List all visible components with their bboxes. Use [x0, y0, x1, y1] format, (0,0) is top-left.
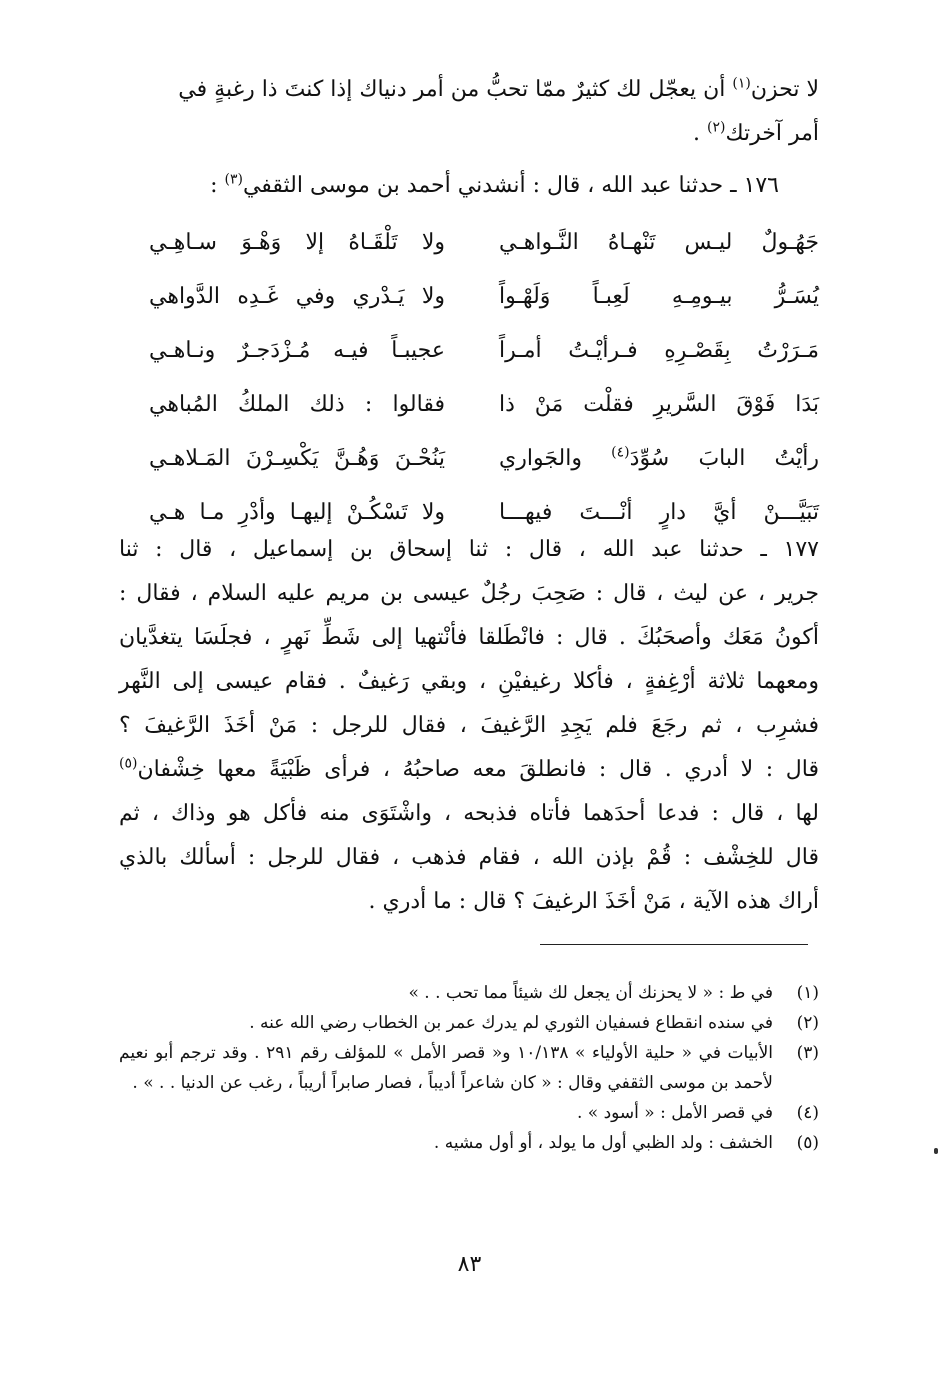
footnote-ref-1: (١): [732, 75, 751, 92]
verse-second-hemistich: يَنُحْـنَ وَهُـنَّ يَكْسِـرْنَ المَـلاهـي: [149, 446, 445, 471]
verse-second-hemistich: ولا تَسْكُـنْ إليهـا وأدْرِ مـا هـي: [149, 500, 445, 525]
footnote: [119, 1038, 819, 1098]
narration-177-line: أكونُ مَعَك وأصحَبُكَ . قال : فانْطَلقا فأنْتهيا إلى شَطِّ نَهرٍ ، فجلَسَا يتغدَّيان: [119, 625, 819, 650]
footnote: [119, 1008, 819, 1038]
narration-177-line: أراك هذه الآية ، مَنْ أخَذَ الرغيفَ ؟ قال : ما أدري .: [368, 889, 819, 914]
footnote-ref-3: (٣): [224, 171, 243, 188]
narration-177-line: جرير ، عن ليث ، قال : صَحِبَ رجُلٌ عيسى بن مريم عليه السلام ، فقال :: [119, 581, 819, 606]
footnote-number: (٤): [796, 1103, 819, 1123]
footnotes: [119, 978, 819, 1158]
narration-177-line: ١٧٧ ـ حدثنا عبد الله ، قال : ثنا إسحاق بن إسماعيل ، قال : ثنا: [119, 537, 819, 562]
poem-verse: [119, 384, 819, 438]
footnote-ref-2: (٢): [706, 119, 726, 136]
footnote-text: في قصر الأمل : « أسود » .: [576, 1103, 773, 1123]
footnote-number: (٢): [796, 1013, 819, 1033]
verse-first-hemistich: مَـرَرْتُ بِقَصْـرِهِ فـرأيْـتُ أمـراً: [499, 338, 819, 363]
footnote-ref-4: (٤): [611, 444, 630, 461]
footnote-separator: [540, 944, 808, 945]
page-number: ٨٣: [457, 1252, 482, 1277]
intro-line-1: لا تحزن$^{(١)}$ أن يعجّل لك كثيرٌ ممّا تحبُّ من أمر دنياك إذا كنتَ ذا رغبةٍ في: [178, 75, 819, 102]
verse-first-hemistich: جَهُـولٌ ليـس تَنْهـاهُ النَّـواهـي: [499, 230, 819, 255]
verse-first-hemistich: يُسَـرُّ بيـومِـهِ لَعِبـاً وَلَهْـواً: [499, 284, 819, 309]
footnote: [119, 1128, 819, 1158]
verse-second-hemistich: عجيبـاً فيـه مُـزْدَجـرٌ ونـاهـي: [149, 338, 445, 363]
footnote: [119, 978, 819, 1008]
footnote-text: في سنده انقطاع فسفيان الثوري لم يدرك عمر بن الخطاب رضي الله عنه .: [249, 1013, 773, 1033]
verse-first-hemistich: رأيْتُ البابَ سُوِّدَ$^{(٤)}$ والجَواري: [499, 444, 819, 471]
verse-first-hemistich: بَدَا فَوْقَ السَّريرِ فقلْت مَنْ ذا: [499, 392, 819, 417]
footnote-text: الخشف : ولد الظبي أول ما يولد ، أو أول مشيه .: [433, 1133, 773, 1153]
poem: [119, 222, 819, 546]
narration-177-line: لها ، قال : فدعا أحدَهما فأتاه فذبحه ، واشْتَوَى منه فأكل هو وذاك ، ثم: [119, 801, 819, 826]
narration-176: ١٧٦ ـ حدثنا عبد الله ، قال : أنشدني أحمد بن موسى الثقفي$^{(٣)}$ :: [210, 171, 779, 198]
intro-line-2: أمر آخرتك$^{(٢)}$ .: [692, 119, 819, 146]
narration-177-line: ومعهما ثلاثة أرْغِفةٍ ، فأكلا رغيفيْنِ ، وبقي رَغيفٌ . فقام عيسى إلى النَّهر: [119, 669, 819, 694]
poem-verse: [119, 222, 819, 276]
intro-paragraph: [119, 68, 819, 156]
footnote-number: (١): [796, 983, 819, 1003]
poem-verse: [119, 438, 819, 492]
footnote-number: (٣): [796, 1043, 819, 1063]
verse-second-hemistich: ولا تَلْقَـاهُ إلا وَهْـوَ سـاهِـي: [149, 230, 445, 255]
verse-first-hemistich: تَبَيَّـــنْ أيَّ دارٍ أنْـــتَ فيهـــا: [499, 500, 819, 525]
narration-177-line: قال للخِشْف : قُمْ بإذن الله ، فقام فذهب ، فقال للرجل : أسألك بالذي: [119, 845, 819, 870]
poem-verse: [119, 330, 819, 384]
scan-speck: [934, 1148, 938, 1154]
narration-177-line: قال : لا أدري . قال : فانطلقَ معه صاحبُهُ ، فرأى ظَبْيَةً معها خِشْفان$^{(٥)}$: [119, 755, 819, 782]
poem-verse: [119, 276, 819, 330]
narration-177: [119, 528, 819, 924]
verse-second-hemistich: فقالوا : ذلك الملكُ المُباهي: [149, 392, 445, 417]
footnote-ref-5: (٥): [119, 755, 138, 772]
footnote-text: في ط : « لا يحزنك أن يجعل لك شيئاً مما تحب . . »: [408, 983, 773, 1003]
narration-177-line: فشرِب ، ثم رجَعَ فلم يَجِدِ الرَّغيفَ ، فقال للرجل : مَنْ أخَذَ الرَّغيفَ ؟: [119, 713, 819, 738]
footnote-number: (٥): [796, 1133, 819, 1153]
footnote-text: الأبيات في « حلية الأولياء » ١٠/١٣٨ و« قصر الأمل » للمؤلف رقم ٢٩١ . وقد ترجم أبو نعيم لأحمد بن موسى الثقفي وقال : « كان شاعراً أديباً ، فصار صابراً أريباً ، رغب عن الدنيا . . » .: [119, 1043, 773, 1093]
verse-second-hemistich: ولا يَـدْري وفي غَـدِه الدَّواهي: [149, 284, 445, 309]
footnote: [119, 1098, 819, 1128]
